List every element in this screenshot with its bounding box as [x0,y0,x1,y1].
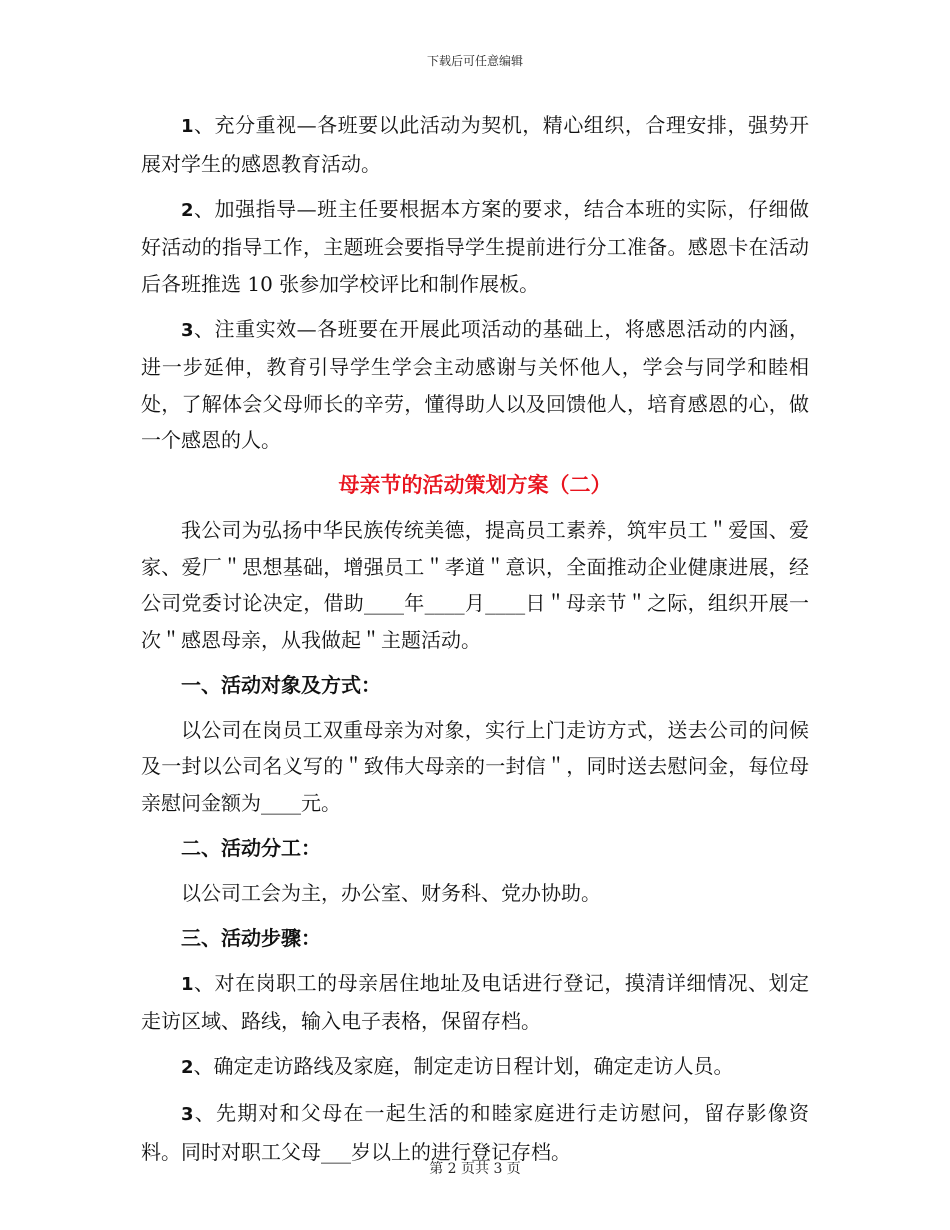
item-number: 2 [181,1057,194,1078]
document-body [141,107,809,1170]
section-paragraph: 以公司在岗员工双重母亲为对象，实行上门走访方式，送去公司的问候及一封以公司名义写的＂致伟大母亲的一封信＂，同时送去慰问金，每位母亲慰问金额为____元。 [141,717,809,815]
list-item [141,311,809,459]
list-item [141,1048,809,1087]
section-title: 母亲节的活动策划方案（二） [338,472,612,497]
section-heading: 二、活动分工： [181,835,321,860]
page-footer: 第 2 页共 3 页 [429,1161,521,1177]
page-header: 下载后可任意编辑 [426,54,523,68]
item-number: 1 [181,116,194,137]
item-text: 、对在岗职工的母亲居住地址及电话进行登记，摸清详细情况、划定走访区域、路线，输入电子表格，保留存档。 [141,970,809,1033]
section-heading: 三、活动步骤： [181,925,321,950]
item-number: 3 [181,319,194,341]
list-item [141,965,809,1040]
item-text: 、确定走访路线及家庭，制定走访日程计划，确定走访人员。 [193,1054,734,1078]
item-number: 1 [181,973,194,995]
item-text: 、注重实效—各班要在开展此项活动的基础上，将感恩活动的内涵，进一步延伸，教育引导学生学会主动感谢与关怀他人，学会与同学和睦相处，了解体会父母师长的辛劳，懂得助人以及回馈他人，培育感恩的心，做一个感恩的人。 [141,316,809,452]
item-text: 、加强指导—班主任要根据本方案的要求，结合本班的实际，仔细做好活动的指导工作，主题班会要指导学生提前进行分工准备。感恩卡在活动后各班推选 10 张参加学校评比和制作展板。 [141,196,809,296]
intro-paragraph: 我公司为弘扬中华民族传统美德，提高员工素养，筑牢员工＂爱国、爱家、爱厂＂思想基础，增强员工＂孝道＂意识，全面推动企业健康进展，经公司党委讨论决定，借助____年____月____日＂母亲节＂之际，组织开展一次＂感恩母亲，从我做起＂主题活动。 [141,518,809,652]
section-paragraph: 以公司工会为主，办公室、财务科、党办协助。 [181,880,601,905]
item-number: 2 [181,199,194,221]
item-text: 、充分重视—各班要以此活动为契机，精心组织，合理安排，强势开展对学生的感恩教育活动。 [141,113,809,176]
item-text: 、先期对和父母在一起生活的和睦家庭进行走访慰问，留存影像资料。同时对职工父母___岁以上的进行登记存档。 [141,1101,809,1164]
list-item [141,107,809,182]
list-item [141,191,809,303]
item-number: 3 [181,1104,194,1125]
section-heading: 一、活动对象及方式： [181,672,381,697]
